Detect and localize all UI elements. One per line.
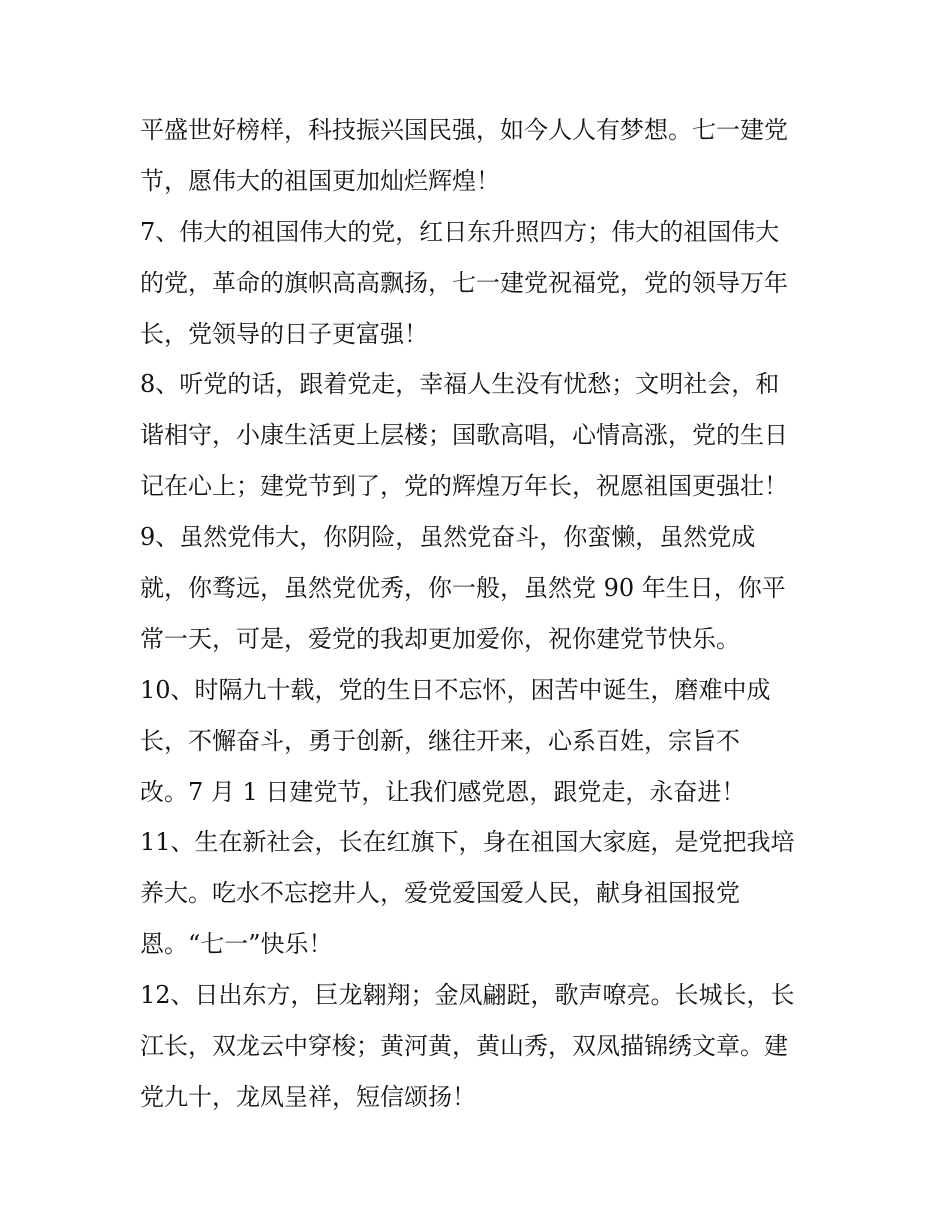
text-line: 11、生在新社会，长在红旗下，身在祖国大家庭，是党把我培 — [140, 828, 795, 857]
text-line: 10、时隔九十载，党的生日不忘怀，困苦中诞生，磨难中成 — [140, 675, 771, 704]
text-line: 江长，双龙云中穿梭；黄河黄，黄山秀，双凤描锦绣文章。建 — [140, 1032, 788, 1061]
text-line: 长，不懈奋斗，勇于创新，继往开来，心系百姓，宗旨不 — [140, 726, 740, 755]
text-line: 长，党领导的日子更富强！ — [140, 319, 428, 348]
text-line: 12、日出东方，巨龙翱翔；金凤翩跹，歌声嘹亮。长城长，长 — [140, 981, 795, 1010]
text-line: 8、听党的话，跟着党走，幸福人生没有忧愁；文明社会，和 — [140, 370, 780, 399]
text-line: 平盛世好榜样，科技振兴国民强，如今人人有梦想。七一建党 — [140, 116, 788, 144]
text-line: 节，愿伟大的祖国更加灿烂辉煌！ — [140, 166, 500, 195]
text-line: 恩。“七一”快乐！ — [140, 930, 333, 959]
text-line: 常一天，可是，爱党的我却更加爱你，祝你建党节快乐。 — [140, 624, 740, 653]
text-line: 党九十，龙凤呈祥，短信颂扬！ — [140, 1082, 476, 1111]
text-line: 的党，革命的旗帜高高飘扬，七一建党祝福党，党的领导万年 — [140, 268, 788, 297]
document-text — [140, 105, 830, 1123]
text-line: 7、伟大的祖国伟大的党，红日东升照四方；伟大的祖国伟大 — [140, 217, 780, 246]
text-line: 就，你骛远，虽然党优秀，你一般，虽然党 90 年生日，你平 — [140, 574, 786, 603]
text-line: 养大。吃水不忘挖井人，爱党爱国爱人民，献身祖国报党 — [140, 879, 740, 908]
text-line: 9、虽然党伟大，你阴险，虽然党奋斗，你蛮懒，虽然党成 — [140, 523, 756, 552]
text-line: 记在心上；建党节到了，党的辉煌万年长，祝愿祖国更强壮！ — [140, 472, 788, 501]
text-line: 谐相守，小康生活更上层楼；国歌高唱，心情高涨，党的生日 — [140, 421, 788, 450]
text-line: 改。7 月 1 日建党节，让我们感党恩，跟党走，永奋进！ — [140, 777, 746, 806]
